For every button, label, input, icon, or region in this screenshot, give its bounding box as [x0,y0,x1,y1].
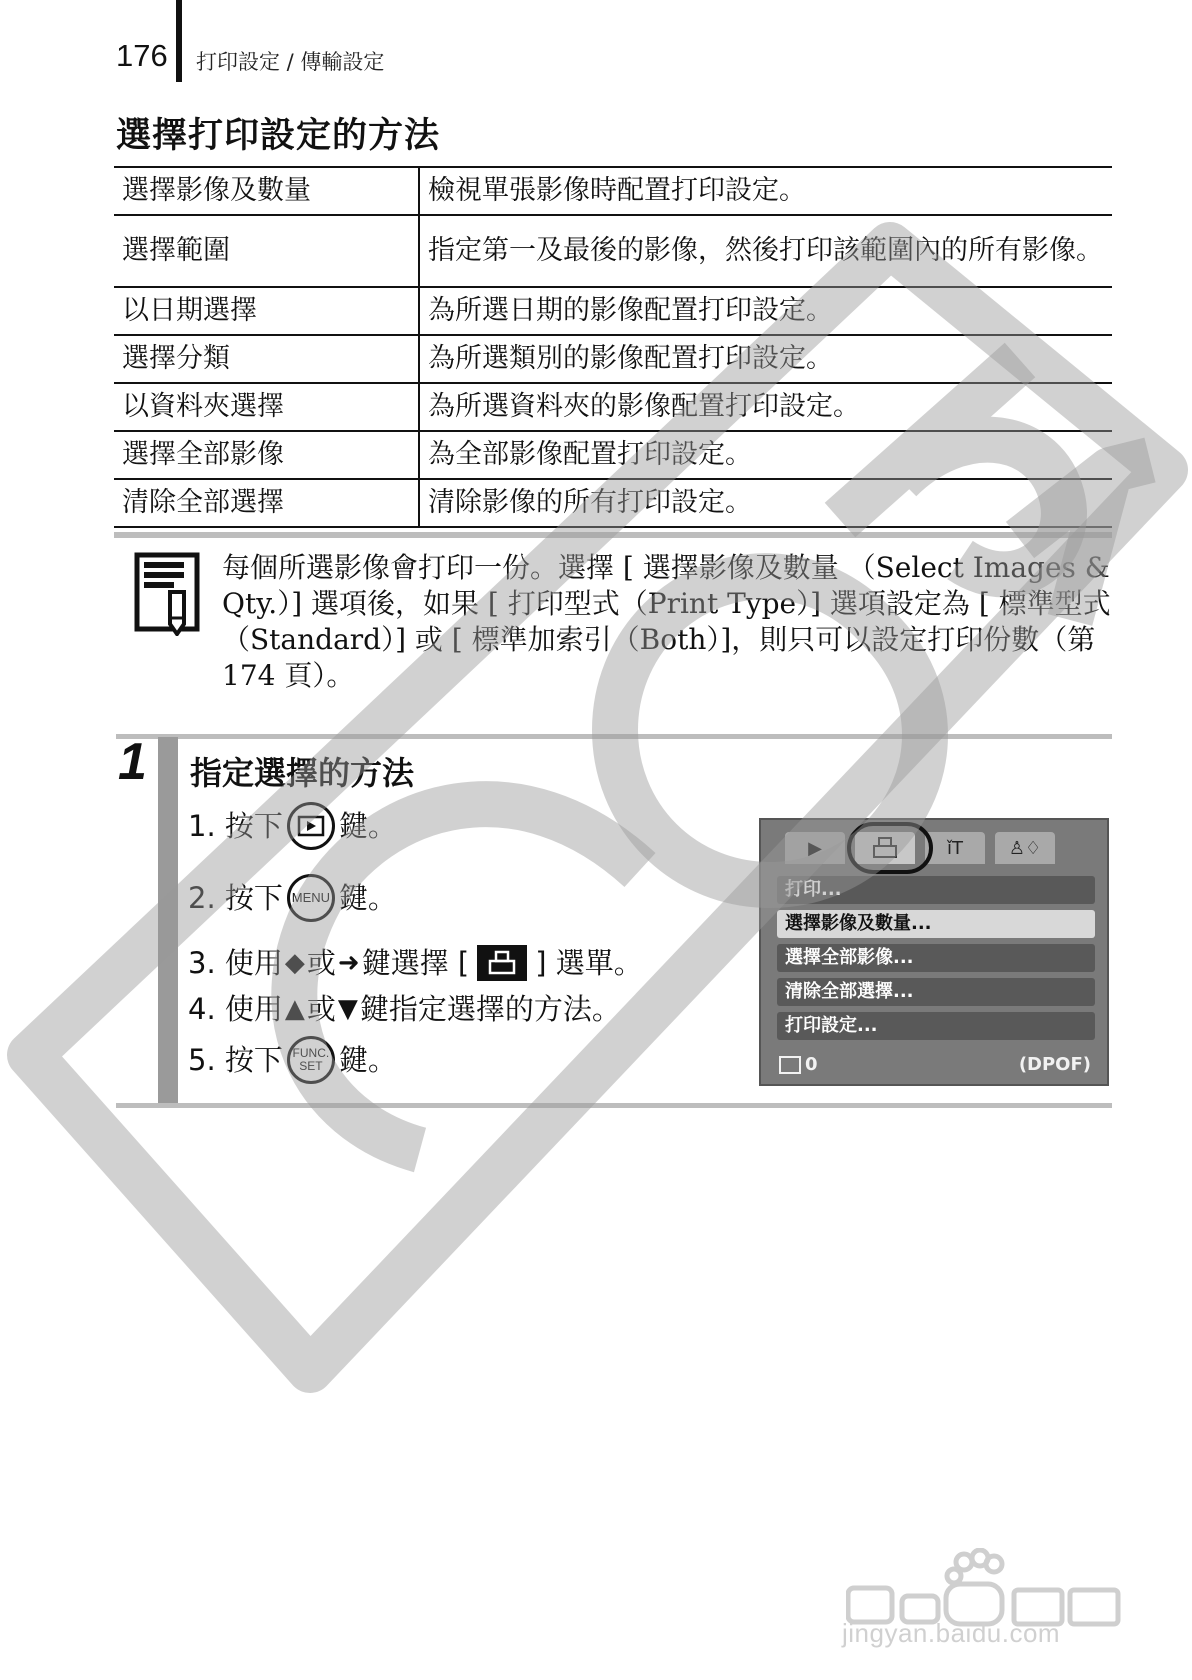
arrow-left-icon: ◆ [284,948,305,978]
table-cell-label: 清除全部選擇 [114,479,419,527]
instruction-text: 鍵。 [338,881,397,915]
header-divider [176,0,182,82]
instruction-text: 4. 使用 [188,992,283,1026]
instruction-text: 鍵。 [338,809,397,843]
camera-menu-item: 打印... [777,876,1095,904]
table-cell-desc: 為全部影像配置打印設定。 [419,431,1112,479]
instruction-text: 2. 按下 [188,881,283,915]
instruction-text: ] 選單。 [535,946,643,980]
dpof-label: (DPOF) [1018,1054,1091,1075]
set-label: SET [299,1059,323,1073]
func-set-button-icon [287,1036,335,1084]
table-cell-label: 選擇範圍 [114,215,419,287]
instruction-5 [188,1036,397,1084]
table-cell-desc: 為所選日期的影像配置打印設定。 [419,287,1112,335]
instruction-text: 或 [306,992,336,1026]
note-text: 每個所選影像會打印一份。選擇 [ 選擇影像及數量 （Select Images & Qty.）] 選項後，如果 [ 打印型式（Print Type）] 選項設定為 [ 標準型式（Standard）] 或 [ 標準加索引（Both）]，則只可以設定打印份數（第 174 頁）。 [222,551,1111,692]
table-divider [114,532,1112,538]
camera-menu-item: 清除全部選擇... [777,978,1095,1006]
table-row [114,335,1112,383]
my-menu-tab-icon: ♙♢ [995,832,1055,864]
instruction-text: 3. 使用 [188,946,283,980]
arrow-right-icon: ➜ [337,948,360,978]
table-row [114,383,1112,431]
instruction-text: 鍵選擇 [ [361,946,470,980]
menu-button-icon: MENU [287,874,335,922]
highlight-circle [847,822,933,874]
playback-button-icon [287,802,335,850]
camera-menu-item: 打印設定... [777,1012,1095,1040]
section-label: 打印設定 / 傳輸設定 [196,50,385,74]
instruction-1 [188,802,397,850]
print-count-value: 0 [805,1054,818,1075]
page-title: 選擇打印設定的方法 [116,116,441,156]
table-row [114,479,1112,527]
camera-menu-screen [759,818,1109,1086]
instruction-4 [188,990,621,1028]
print-menu-icon [477,945,527,981]
print-count-icon [779,1056,801,1074]
selection-method-table [114,166,1112,528]
arrow-up-icon: ▲ [284,994,305,1024]
step-number: 1 [118,733,147,791]
instruction-text: 1. 按下 [188,809,283,843]
table-cell-label: 以日期選擇 [114,287,419,335]
page-number: 176 [116,38,168,73]
table-cell-label: 選擇分類 [114,335,419,383]
camera-menu-item: 選擇全部影像... [777,944,1095,972]
step-top-rule [116,734,1112,739]
table-cell-label: 選擇全部影像 [114,431,419,479]
step-side-bar [158,737,178,1105]
instruction-2 [188,874,397,922]
setup-tab-icon: ǐΤ [925,832,985,864]
table-cell-desc: 檢視單張影像時配置打印設定。 [419,167,1112,215]
table-cell-desc: 清除影像的所有打印設定。 [419,479,1112,527]
func-label: FUNC. [292,1046,330,1060]
table-row [114,431,1112,479]
table-row [114,215,1112,287]
table-row [114,167,1112,215]
instruction-text: 鍵。 [338,1043,397,1077]
print-count [779,1054,818,1075]
table-cell-desc: 為所選類別的影像配置打印設定。 [419,335,1112,383]
table-row [114,287,1112,335]
instruction-3 [188,944,643,982]
memo-pencil-icon [134,552,200,636]
instruction-text: 5. 按下 [188,1043,283,1077]
arrow-down-icon: ▼ [337,994,358,1024]
table-cell-desc: 為所選資料夾的影像配置打印設定。 [419,383,1112,431]
table-cell-desc: 指定第一及最後的影像，然後打印該範圍內的所有影像。 [419,215,1112,287]
instruction-text: 或 [306,946,336,980]
table-cell-label: 選擇影像及數量 [114,167,419,215]
baidu-url: jingyan.baidu.com [842,1618,1061,1648]
camera-menu-item-selected: 選擇影像及數量... [777,910,1095,938]
step-bottom-rule [116,1103,1112,1108]
table-cell-label: 以資料夾選擇 [114,383,419,431]
instruction-text: 鍵指定選擇的方法。 [359,992,621,1026]
step-title: 指定選擇的方法 [190,754,415,792]
playback-tab-icon: ▶ [785,832,845,864]
